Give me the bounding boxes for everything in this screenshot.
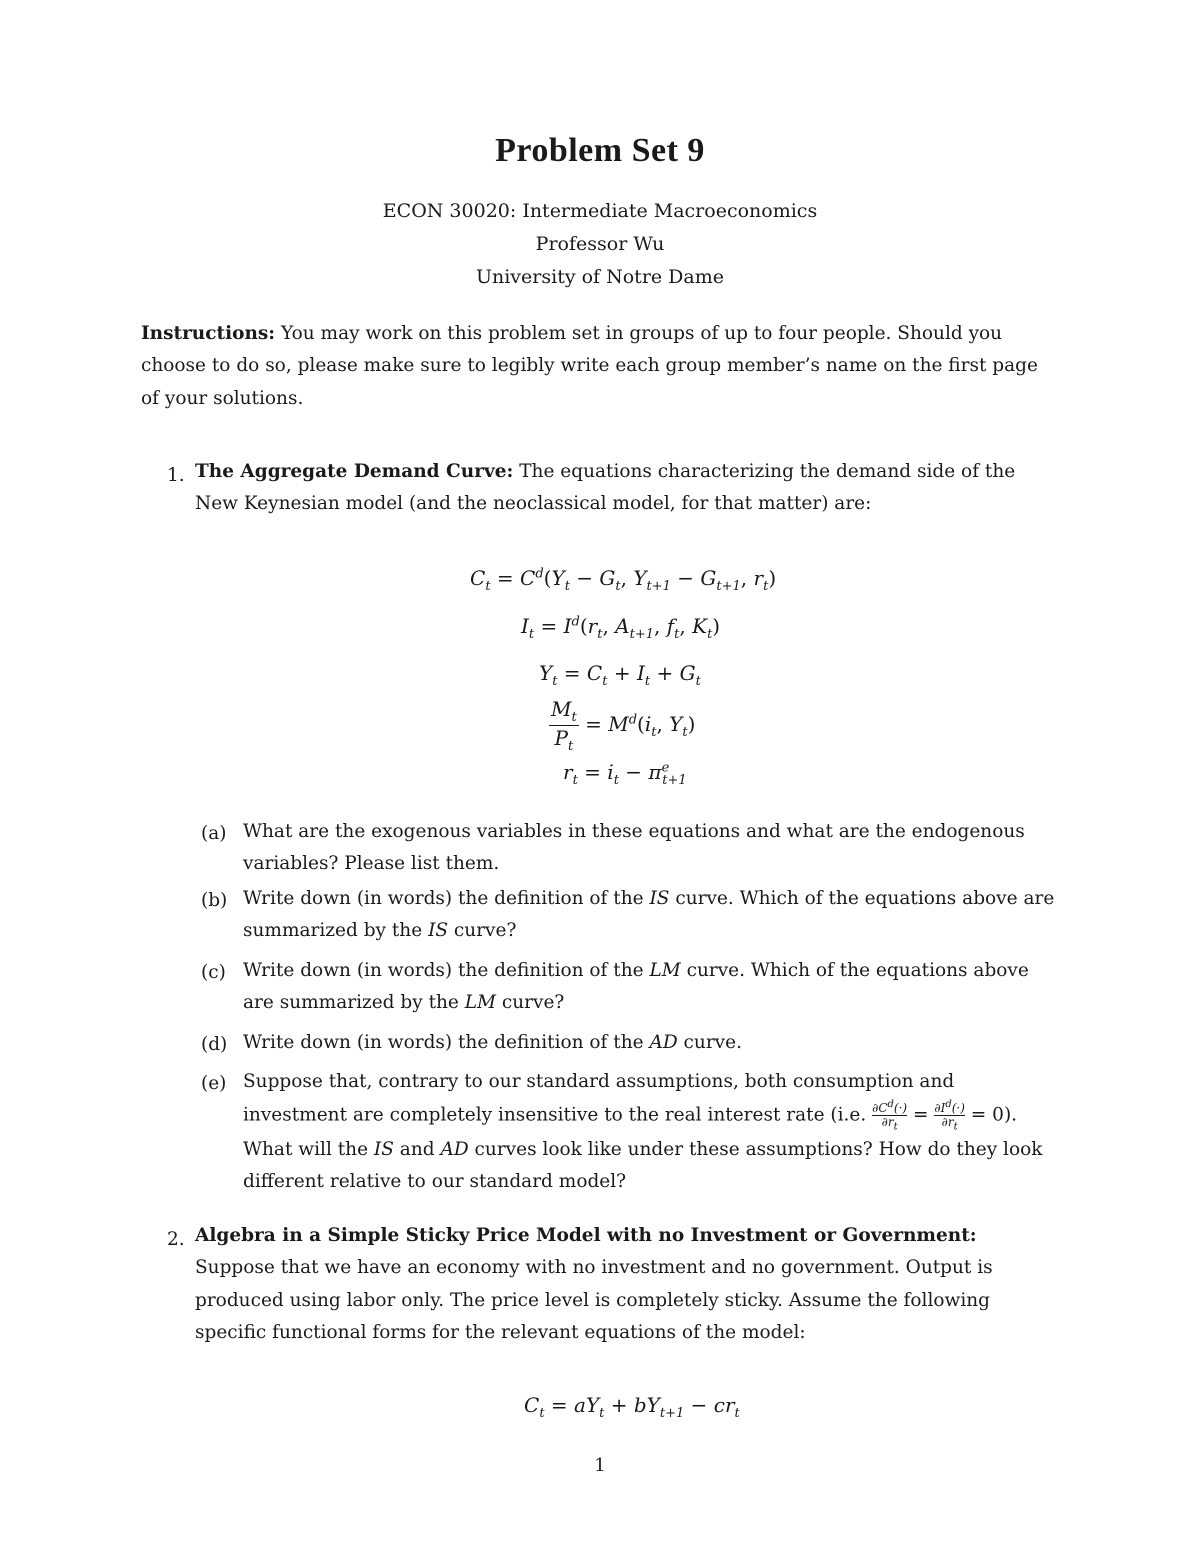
instructions-text: You may work on this problem set in groups of up to four people. Should you choose to do so, please make sure to legibly write each group member’s name on the first page of your solutions. [141, 323, 1038, 409]
university-name: University of Notre Dame [475, 266, 725, 288]
professor-name: Professor Wu [535, 233, 665, 255]
equation-consumption-function: $C_t = aY_t + bY_{t+1} - cr_t$ [524, 1393, 740, 1421]
q1a-text: What are the exogenous variables in these equations and what are the endogenous variables? Please list them. [243, 821, 1025, 875]
q1-intro-text: The equations characterizing the demand side of the New Keynesian model (and the neoclassical model, for that matter) are: [195, 461, 1016, 515]
q1-heading: The Aggregate Demand Curve: [195, 461, 514, 482]
q1-number: 1. [167, 465, 185, 486]
equation-money-demand: $\frac{M_t}{P_t}$ = $M^d(i_t$, $Y_t$) [551, 697, 696, 754]
q2-number: 2. [167, 1229, 185, 1250]
equation-fisher: $r_t = i_t - \pi^e_{t+1}$ [563, 760, 687, 788]
page-number: 1 [594, 1455, 606, 1476]
q2-paragraph [195, 1220, 1059, 1349]
equation-output: $Y_t = C_t + I_t + G_t$ [539, 661, 701, 689]
equation-consumption: $C_t = C^d(Y_t - G_t$, $Y_{t+1} - G_{t+1}$, $r_t$) [470, 566, 777, 594]
q1b-text: Write down (in words) the definition of the IS curve. Which of the equations above are summarized by the IS curve? [243, 888, 1055, 942]
q1d-text: Write down (in words) the definition of the AD curve. [243, 1032, 742, 1053]
page-title: Problem Set 9 [495, 132, 705, 169]
q1e-label: (e) [201, 1073, 227, 1094]
q2-heading: Algebra in a Simple Sticky Price Model with no Investment or Government: [195, 1225, 977, 1246]
q1a-label: (a) [201, 823, 227, 844]
q1c-text: Write down (in words) the definition of the LM curve. Which of the equations above are summarized by the LM curve? [243, 960, 1029, 1014]
equation-investment: $I_t = I^d(r_t$, $A_{t+1}$, $f_t$, $K_t$) [521, 614, 721, 642]
instructions-paragraph [141, 318, 1059, 415]
course-name: ECON 30020: Intermediate Macroeconomics [382, 200, 818, 222]
q1b-label: (b) [201, 890, 228, 911]
partial-i-fraction: $\frac{\partial I^d(\cdot)}{\partial r_t}$ [934, 1099, 965, 1133]
q2-intro-text: Suppose that we have an economy with no investment and no government. Output is produced using labor only. The price level is completely sticky. Assume the following specific functional forms for the relevant equations of the model: [195, 1257, 993, 1343]
q1e-text: Suppose that, contrary to our standard assumptions, both consumption and investment are completely insensitive to the real interest rate (i.e. $\frac{\partial C^d(\cdot)}{\partial r_t}$ = $\frac{\partial I^d(\cdot)}{\partial r_t} = 0$). What will the IS and AD curves look like under these assumptions? How do they look different relative to our standard model? [243, 1071, 1043, 1192]
q1d-label: (d) [201, 1034, 228, 1055]
q1-intro [195, 456, 1059, 521]
q1c-label: (c) [201, 962, 226, 983]
partial-c-fraction: $\frac{\partial C^d(\cdot)}{\partial r_t}$ [872, 1099, 908, 1133]
instructions-label: Instructions: [141, 323, 276, 344]
